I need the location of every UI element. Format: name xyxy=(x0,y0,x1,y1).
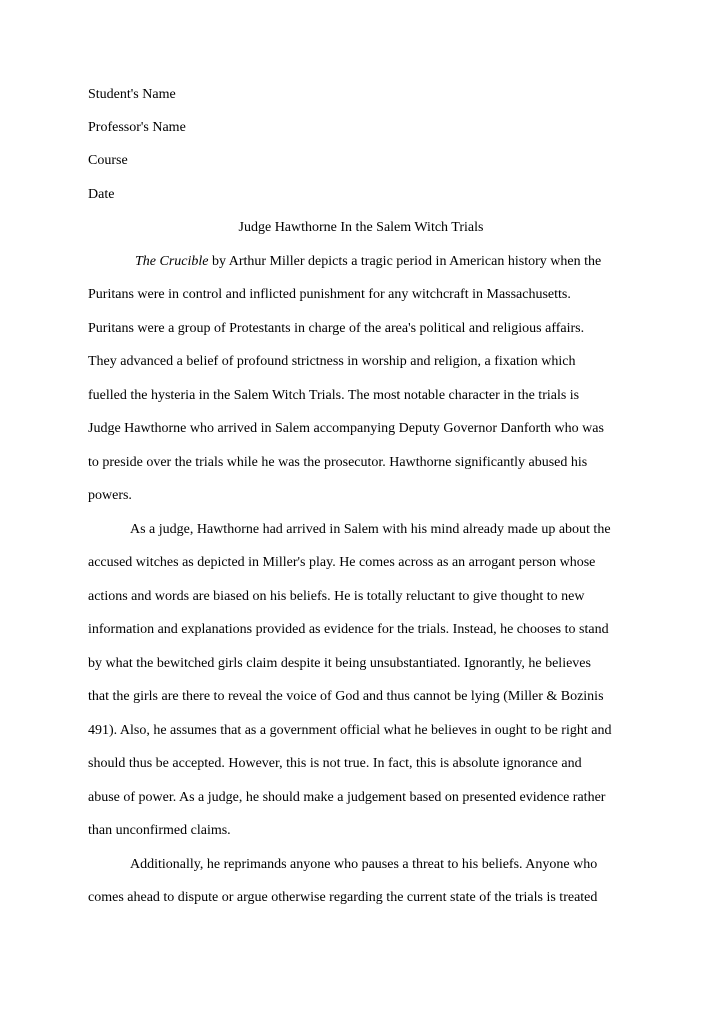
paragraph-2-line-9: abuse of power. As a judge, he should make a judgement based on presented evidence rather xyxy=(88,790,606,805)
paragraph-2-line-1: As a judge, Hawthorne had arrived in Salem with his mind already made up about the xyxy=(130,522,611,537)
essay-title: Judge Hawthorne In the Salem Witch Trials xyxy=(238,220,484,235)
paragraph-1-line-3: Puritans were a group of Protestants in charge of the area's political and religious affairs. xyxy=(88,321,585,336)
paragraph-1-line-6: Judge Hawthorne who arrived in Salem accompanying Deputy Governor Danforth who was xyxy=(88,421,604,436)
paragraph-2-line-6: that the girls are there to reveal the voice of God and thus cannot be lying (Miller & Bozinis xyxy=(88,689,604,704)
paragraph-2-line-10: than unconfirmed claims. xyxy=(88,823,231,838)
student-name: Student's Name xyxy=(88,87,176,102)
paragraph-2-line-2: accused witches as depicted in Miller's play. He comes across as an arrogant person whose xyxy=(88,555,596,570)
paragraph-1-line-2: Puritans were in control and inflicted punishment for any witchcraft in Massachusetts. xyxy=(88,287,571,302)
paragraph-1-line-1 xyxy=(135,253,601,271)
book-title-italic: The Crucible xyxy=(135,254,209,269)
paragraph-3-line-1: Additionally, he reprimands anyone who pauses a threat to his beliefs. Anyone who xyxy=(130,857,598,872)
paragraph-1-line-8: powers. xyxy=(88,488,132,503)
professor-name: Professor's Name xyxy=(88,120,186,135)
paragraph-1-line-5: fuelled the hysteria in the Salem Witch Trials. The most notable character in the trials is xyxy=(88,388,580,403)
paragraph-1-line-4: They advanced a belief of profound strictness in worship and religion, a fixation which xyxy=(88,354,576,369)
paragraph-3-line-2: comes ahead to dispute or argue otherwise regarding the current state of the trials is treated xyxy=(88,890,598,905)
paragraph-2-line-7: 491). Also, he assumes that as a government official what he believes in ought to be right and xyxy=(88,723,612,738)
paragraph-2-line-4: information and explanations provided as evidence for the trials. Instead, he chooses to stand xyxy=(88,622,609,637)
paragraph-2-line-8: should thus be accepted. However, this is not true. In fact, this is absolute ignorance and xyxy=(88,756,582,771)
paragraph-1-line-7: to preside over the trials while he was the prosecutor. Hawthorne significantly abused his xyxy=(88,455,588,470)
paragraph-2-line-5: by what the bewitched girls claim despite it being unsubstantiated. Ignorantly, he believes xyxy=(88,656,591,671)
date: Date xyxy=(88,187,115,202)
paragraph-1-line-1-text: by Arthur Miller depicts a tragic period in American history when the xyxy=(208,254,602,269)
course: Course xyxy=(88,153,128,168)
paragraph-2-line-3: actions and words are biased on his beliefs. He is totally reluctant to give thought to new xyxy=(88,589,585,604)
